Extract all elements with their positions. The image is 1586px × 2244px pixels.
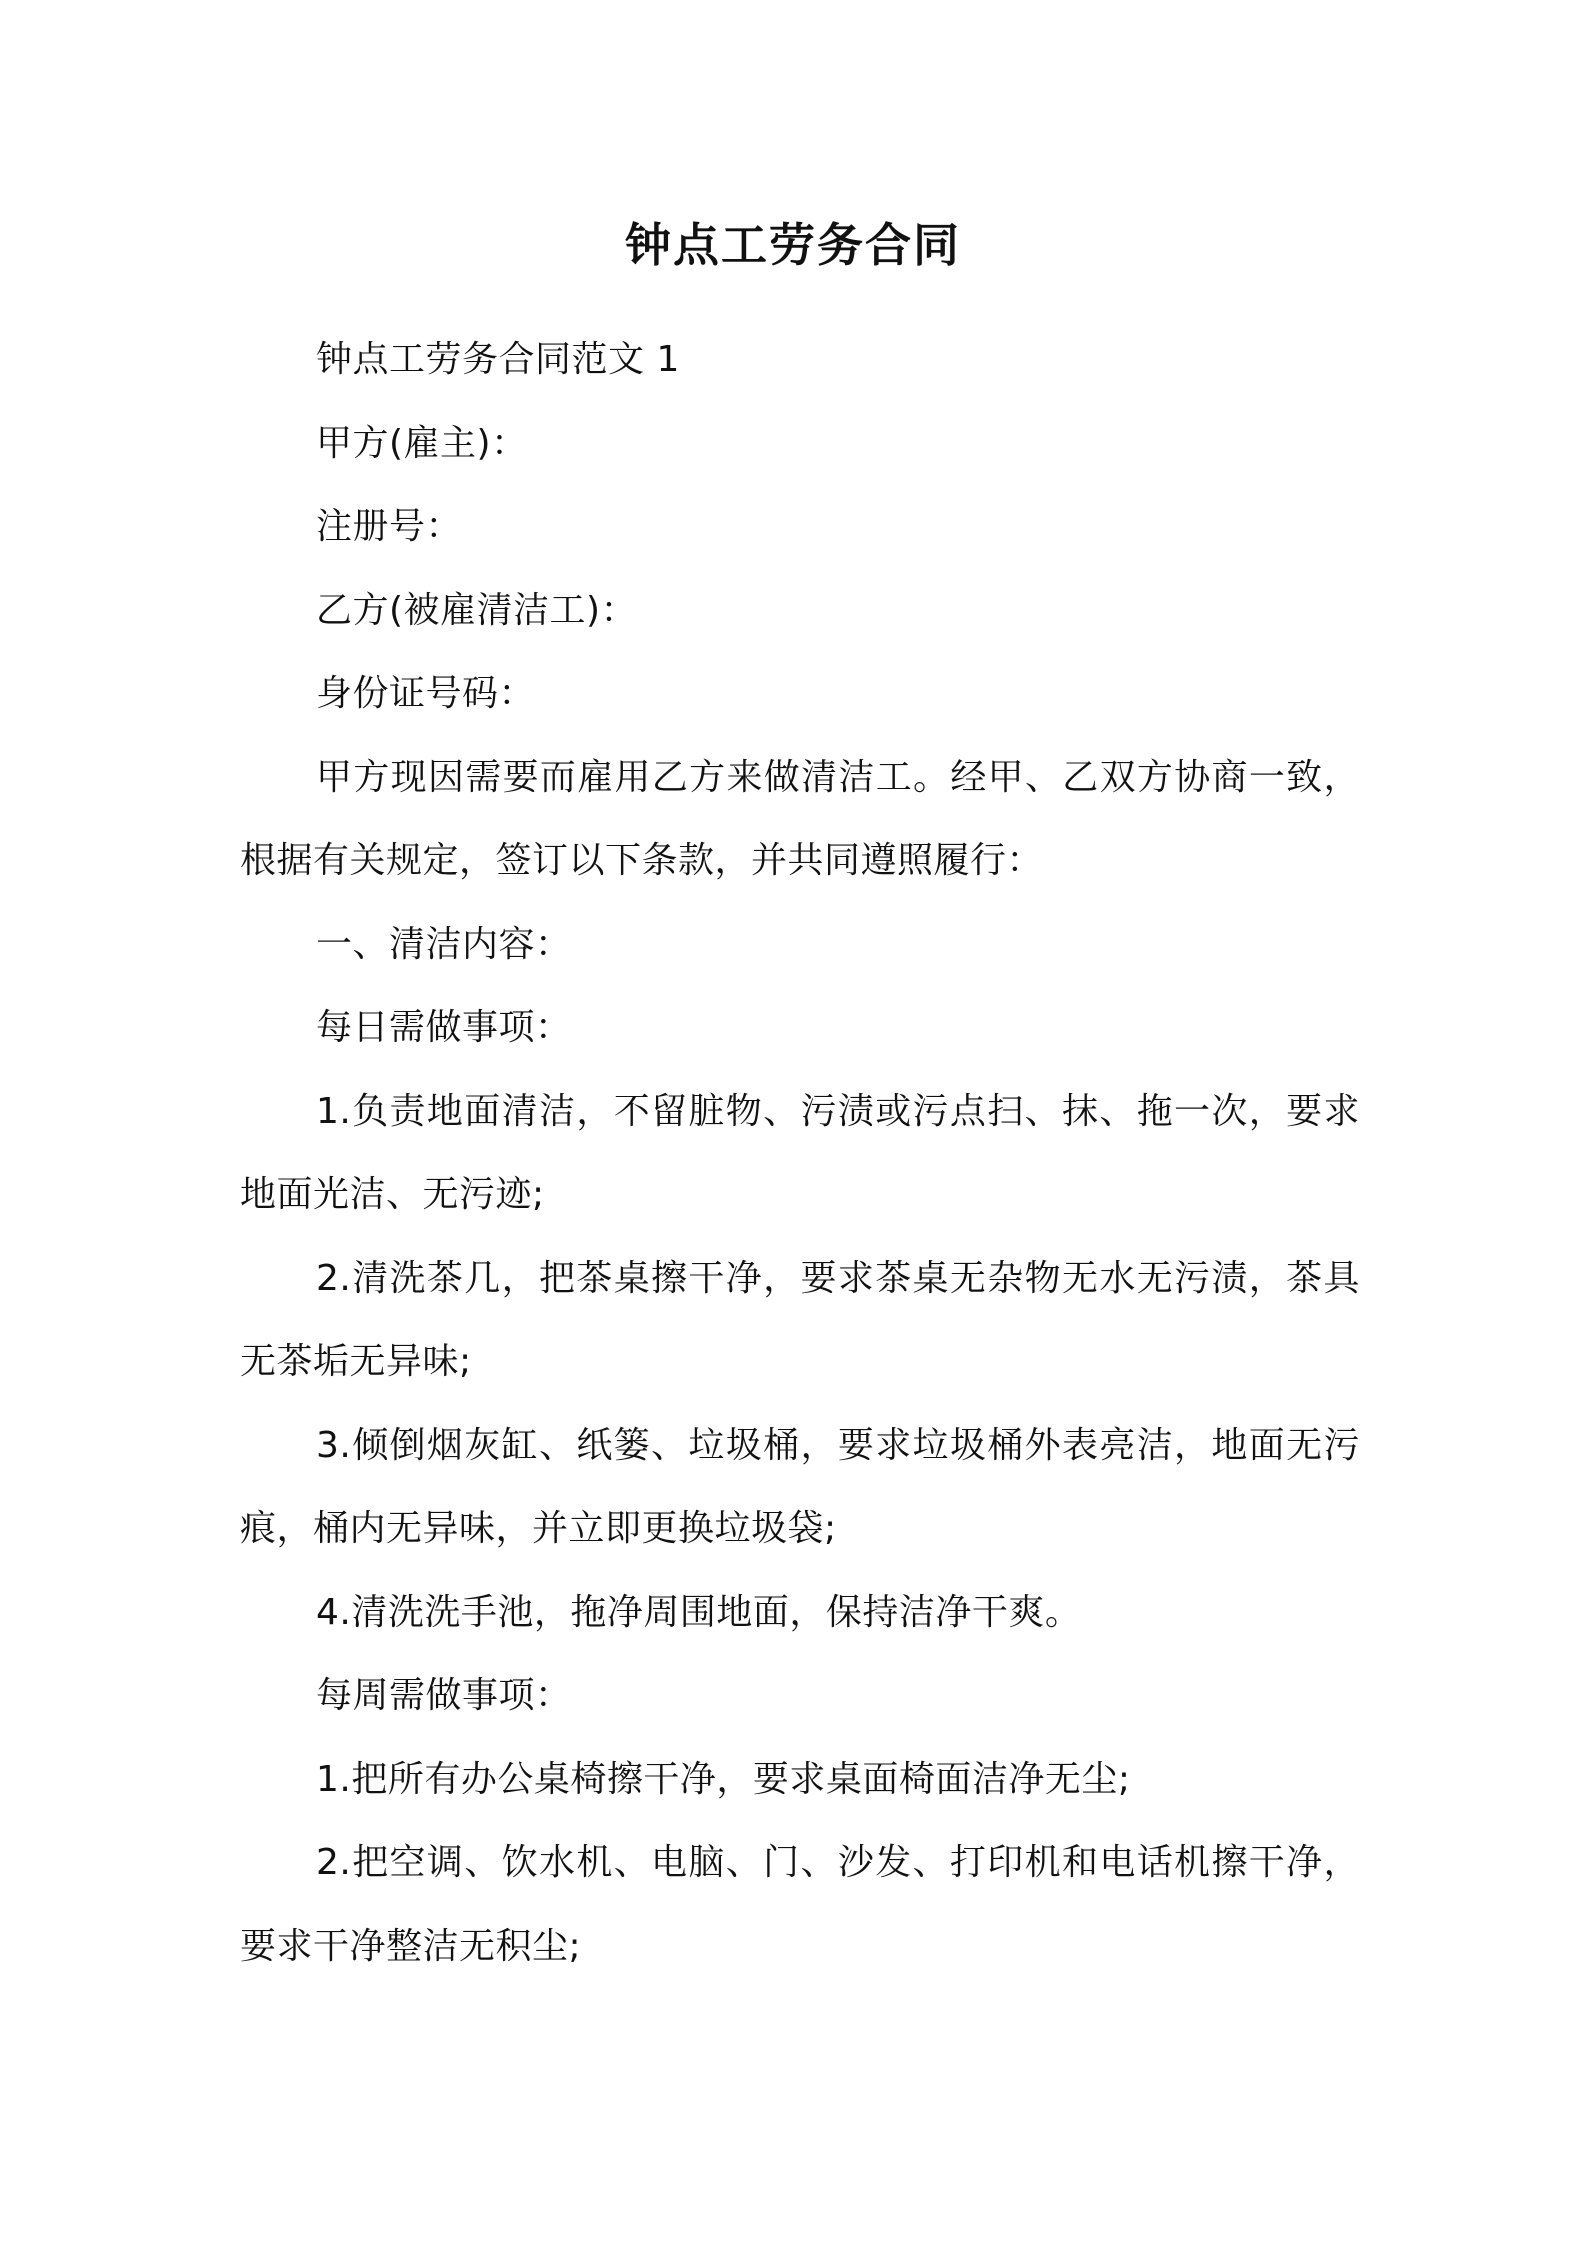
paragraph-contract-sample-heading: 钟点工劳务合同范文 1 — [316, 339, 680, 380]
paragraph-id-number: 身份证号码： — [316, 673, 536, 714]
paragraph-section-cleaning-content: 一、清洁内容： — [316, 923, 572, 965]
paragraph-daily-task-4: 4.清洗洗手池，拖净周围地面，保持洁净干爽。 — [316, 1591, 1082, 1633]
paragraph-daily-task-3: 3.倾倒烟灰缸、纸篓、垃圾桶，要求垃圾桶外表亮洁，地面无污痕，桶内无异味，并立即更换垃圾袋; — [240, 1424, 1360, 1549]
paragraph-daily-task-1: 1.负责地面清洁，不留脏物、污渍或污点扫、抹、拖一次，要求地面光洁、无污迹; — [240, 1090, 1360, 1215]
document-title: 钟点工劳务合同 — [625, 218, 961, 272]
paragraph-daily-tasks-heading: 每日需做事项： — [316, 1007, 572, 1048]
paragraph-weekly-tasks-heading: 每周需做事项： — [316, 1675, 572, 1716]
paragraph-party-a: 甲方(雇主)： — [316, 422, 528, 464]
paragraph-registration-number: 注册号： — [316, 506, 463, 547]
paragraph-preamble: 甲方现因需要而雇用乙方来做清洁工。经甲、乙双方协商一致，根据有关规定，签订以下条款，并共同遵照履行： — [240, 756, 1360, 881]
paragraph-weekly-task-1: 1.把所有办公桌椅擦干净，要求桌面椅面洁净无尘; — [316, 1758, 1131, 1800]
document-body — [240, 318, 1360, 1988]
paragraph-weekly-task-2: 2.把空调、饮水机、电脑、门、沙发、打印机和电话机擦干净，要求干净整洁无积尘; — [240, 1842, 1360, 1967]
paragraph-party-b: 乙方(被雇清洁工)： — [316, 589, 638, 631]
paragraph-daily-task-2: 2.清洗茶几，把茶桌擦干净，要求茶桌无杂物无水无污渍，茶具无茶垢无异味; — [240, 1257, 1360, 1382]
